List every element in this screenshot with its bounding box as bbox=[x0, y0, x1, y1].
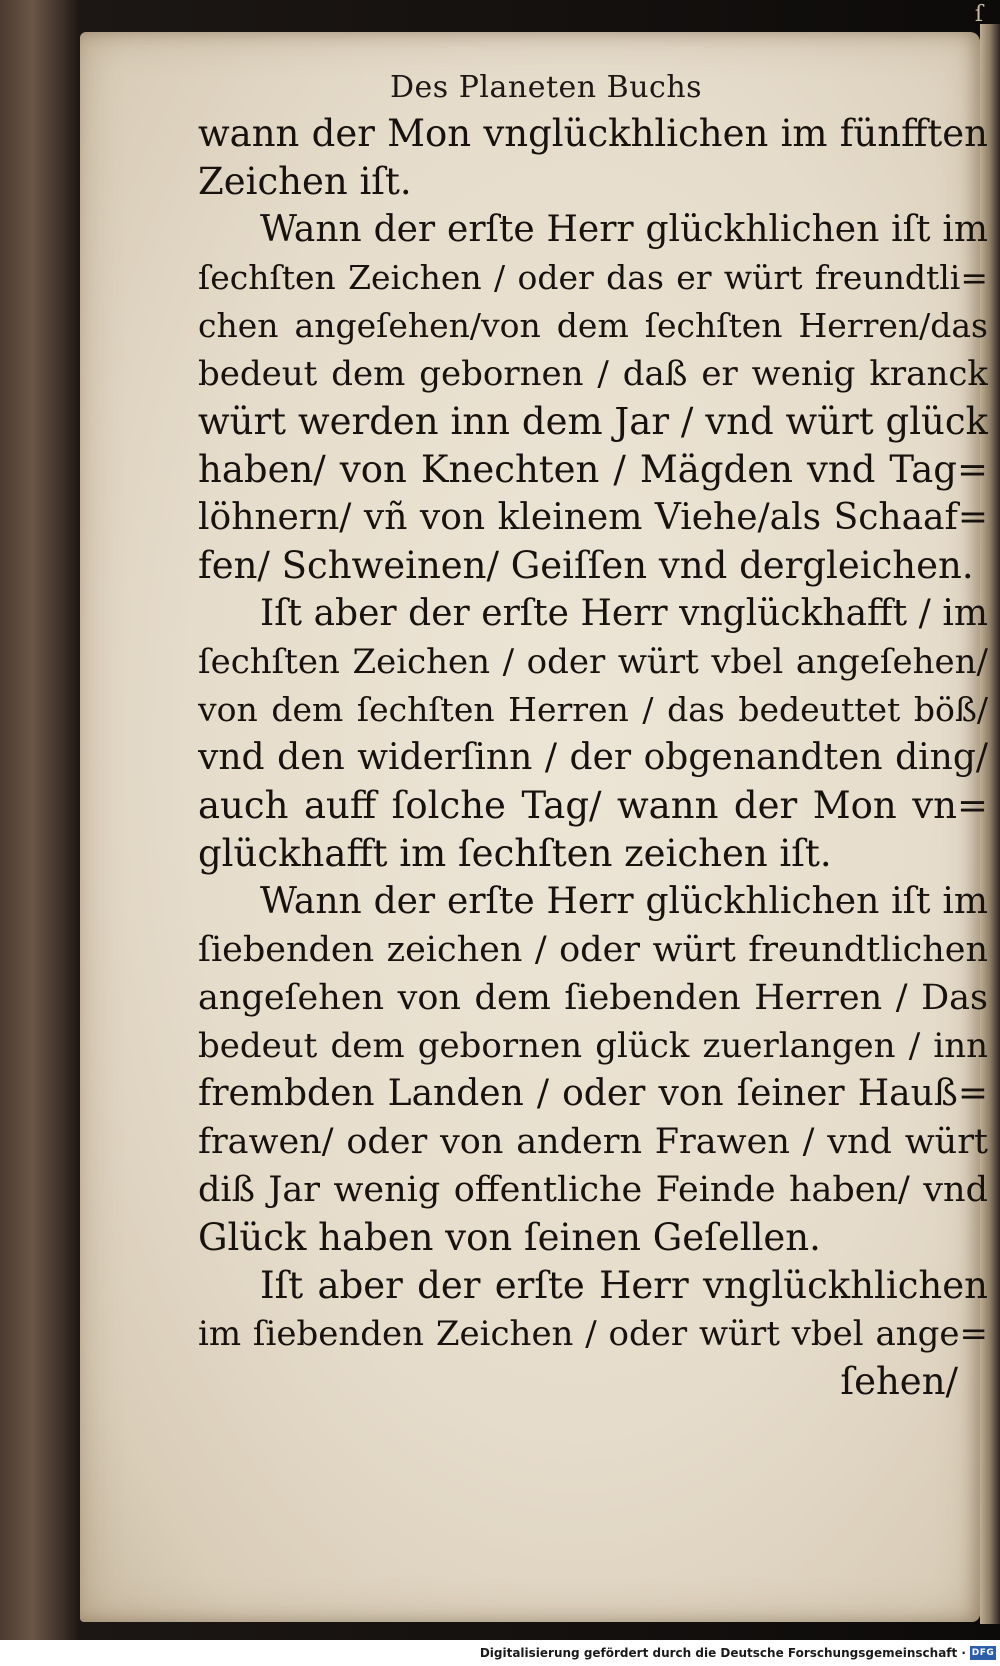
text-line: wann der Mon vnglückhlichen im fünfften bbox=[198, 112, 988, 155]
text-line: Wann der erſte Herr glückhlichen iſt im bbox=[260, 209, 988, 250]
text-line: Glück haben von ſeinen Geſellen. bbox=[198, 1216, 821, 1259]
text-line: fen/ Schweinen/ Geiſſen vnd dergleichen. bbox=[198, 544, 974, 587]
text-line: Zeichen iſt. bbox=[198, 160, 412, 203]
digitization-footer bbox=[0, 1640, 1000, 1666]
catchword: ſehen/ bbox=[840, 1360, 958, 1403]
text-line: haben/ von Knechten / Mägden vnd Tag= bbox=[198, 448, 988, 491]
text-line: auch auff ſolche Tag/ wann der Mon vn= bbox=[198, 784, 988, 827]
text-line: frawen/ oder von andern Frawen / vnd würt bbox=[198, 1122, 988, 1162]
funding-credit: Digitalisierung gefördert durch die Deutsche Forschungsgemeinschaft · bbox=[479, 1646, 966, 1660]
text-line: angeſehen von dem ſiebenden Herren / Das bbox=[198, 978, 988, 1018]
text-line: Iſt aber der erſte Herr vnglückhlichen bbox=[260, 1264, 988, 1307]
text-line: würt werden inn dem Jar / vnd würt glück bbox=[198, 400, 988, 443]
body-text bbox=[198, 110, 988, 1406]
text-line: vnd den widerſinn / der obgenandten ding/ bbox=[198, 737, 988, 778]
text-line: ſiebenden zeichen / oder würt freundtlichen bbox=[198, 930, 988, 970]
dfg-logo: DFG bbox=[971, 1648, 995, 1658]
text-line: Iſt aber der erſte Herr vnglückhafft / im bbox=[260, 593, 988, 634]
text-line: diß Jar wenig offentliche Feinde haben/ vnd bbox=[198, 1170, 988, 1210]
text-line: glückhafft im ſechſten zeichen iſt. bbox=[198, 832, 832, 875]
text-line: bedeut dem gebornen glück zuerlangen / inn bbox=[198, 1026, 988, 1066]
text-line: bedeut dem gebornen / daß er wenig kranck bbox=[198, 354, 988, 394]
book-spine bbox=[0, 0, 80, 1640]
text-line: im ſiebenden Zeichen / oder würt vbel ange= bbox=[198, 1314, 988, 1354]
text-line: chen angeſehen/von dem ſechſten Herren/das bbox=[198, 306, 988, 345]
text-line: löhnern/ vñ von kleinem Viehe/als Schaaf= bbox=[198, 497, 988, 538]
text-line: von dem ſechſten Herren / das bedeuttet böß/ bbox=[198, 690, 988, 729]
running-head: Des Planeten Buchs bbox=[390, 70, 703, 105]
page-corner-mark: ſ bbox=[974, 2, 984, 27]
text-line: ſechſten Zeichen / oder das er würt freundtli= bbox=[198, 258, 988, 297]
text-line: Wann der erſte Herr glückhlichen iſt im bbox=[260, 881, 988, 922]
text-line: frembden Landen / oder von ſeiner Hauß= bbox=[198, 1073, 988, 1114]
text-line: ſechſten Zeichen / oder würt vbel angeſehen/ bbox=[198, 642, 988, 682]
